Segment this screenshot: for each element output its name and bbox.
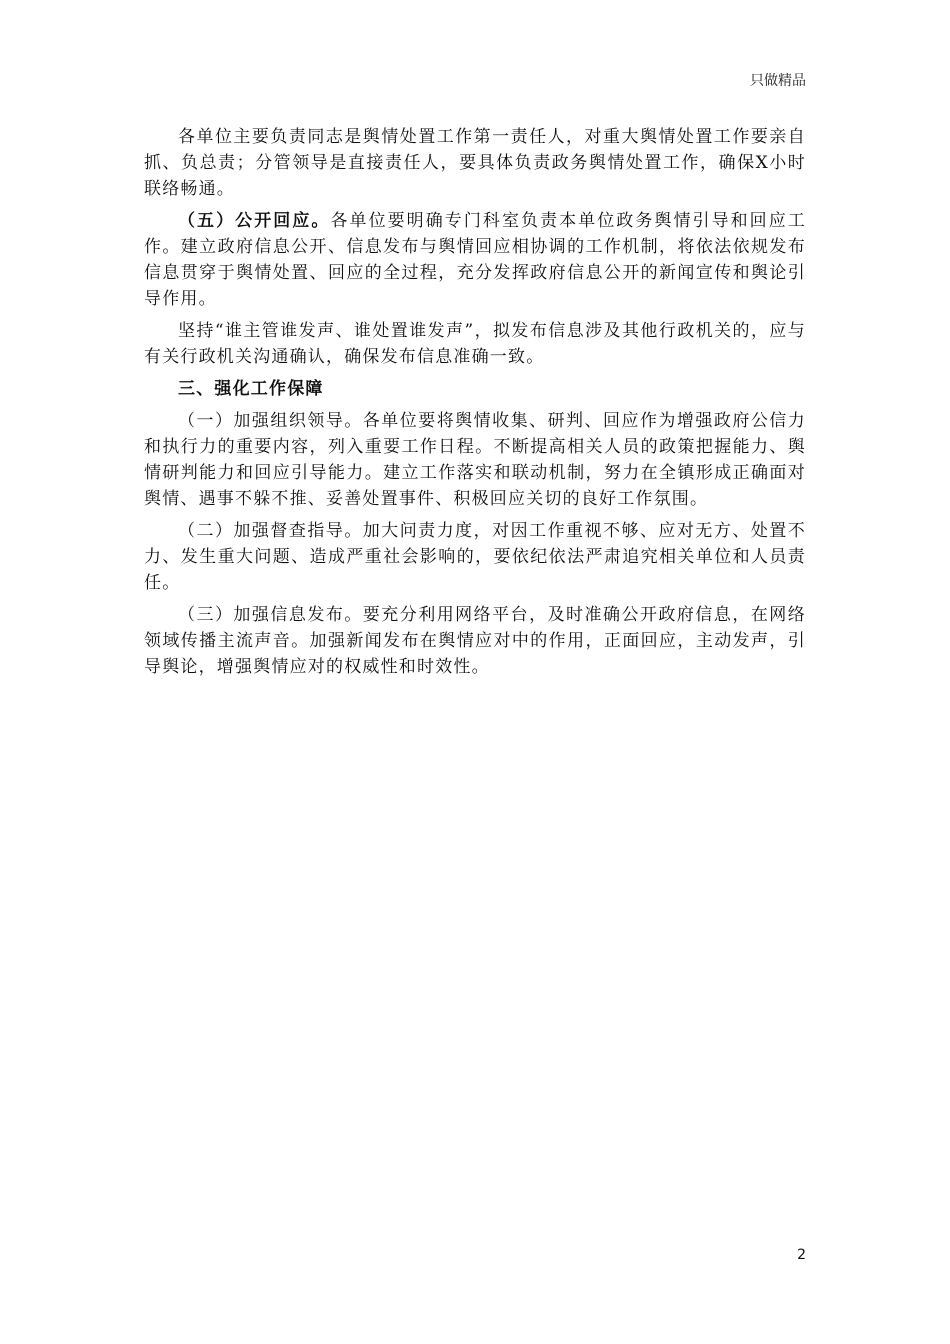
paragraph-public-response-body: 各单位要明确专门科室负责本单位政务舆情引导和回应工作。建立政府信息公开、信息发布与舆情回应相协调的工作机制，将依法依规发布信息贯穿于舆情处置、回应的全过程，充分发挥政府信息公开的新闻宣传和舆论引导作用。 [144,211,806,309]
paragraph-public-response [144,208,806,312]
paragraph-who-manages: 坚持“谁主管谁发声、谁处置谁发声”，拟发布信息涉及其他行政机关的，应与有关行政机关沟通确认，确保发布信息准确一致。 [144,321,806,367]
section-heading-guarantee: 三、强化工作保障 [178,379,324,399]
paragraph-responsibility: 各单位主要负责同志是舆情处置工作第一责任人，对重大舆情处置工作要亲自抓、负总责；分管领导是直接责任人，要具体负责政务舆情处置工作，确保X小时联络畅通。 [144,127,806,199]
paragraph-supervision: （二）加强督查指导。加大问责力度，对因工作重视不够、应对无方、处置不力、发生重大问题、造成严重社会影响的，要依纪依法严肃追究相关单位和人员责任。 [144,521,806,593]
document-body [144,124,806,686]
paragraph-information-release: （三）加强信息发布。要充分利用网络平台，及时准确公开政府信息，在网络领域传播主流声音。加强新闻发布在舆情应对中的作用，正面回应，主动发声，引导舆论，增强舆情应对的权威性和时效性。 [144,605,806,677]
paragraph-organization: （一）加强组织领导。各单位要将舆情收集、研判、回应作为增强政府公信力和执行力的重要内容，列入重要工作日程。不断提高相关人员的政策把握能力、舆情研判能力和回应引导能力。建立工作落实和联动机制，努力在全镇形成正确面对舆情、遇事不躲不推、妥善处置事件、积极回应关切的良好工作氛围。 [144,411,806,509]
subheading-public-response: （五）公开回应。 [178,211,331,231]
page-header: 只做精品 [750,73,806,89]
page-number: 2 [797,1247,806,1263]
